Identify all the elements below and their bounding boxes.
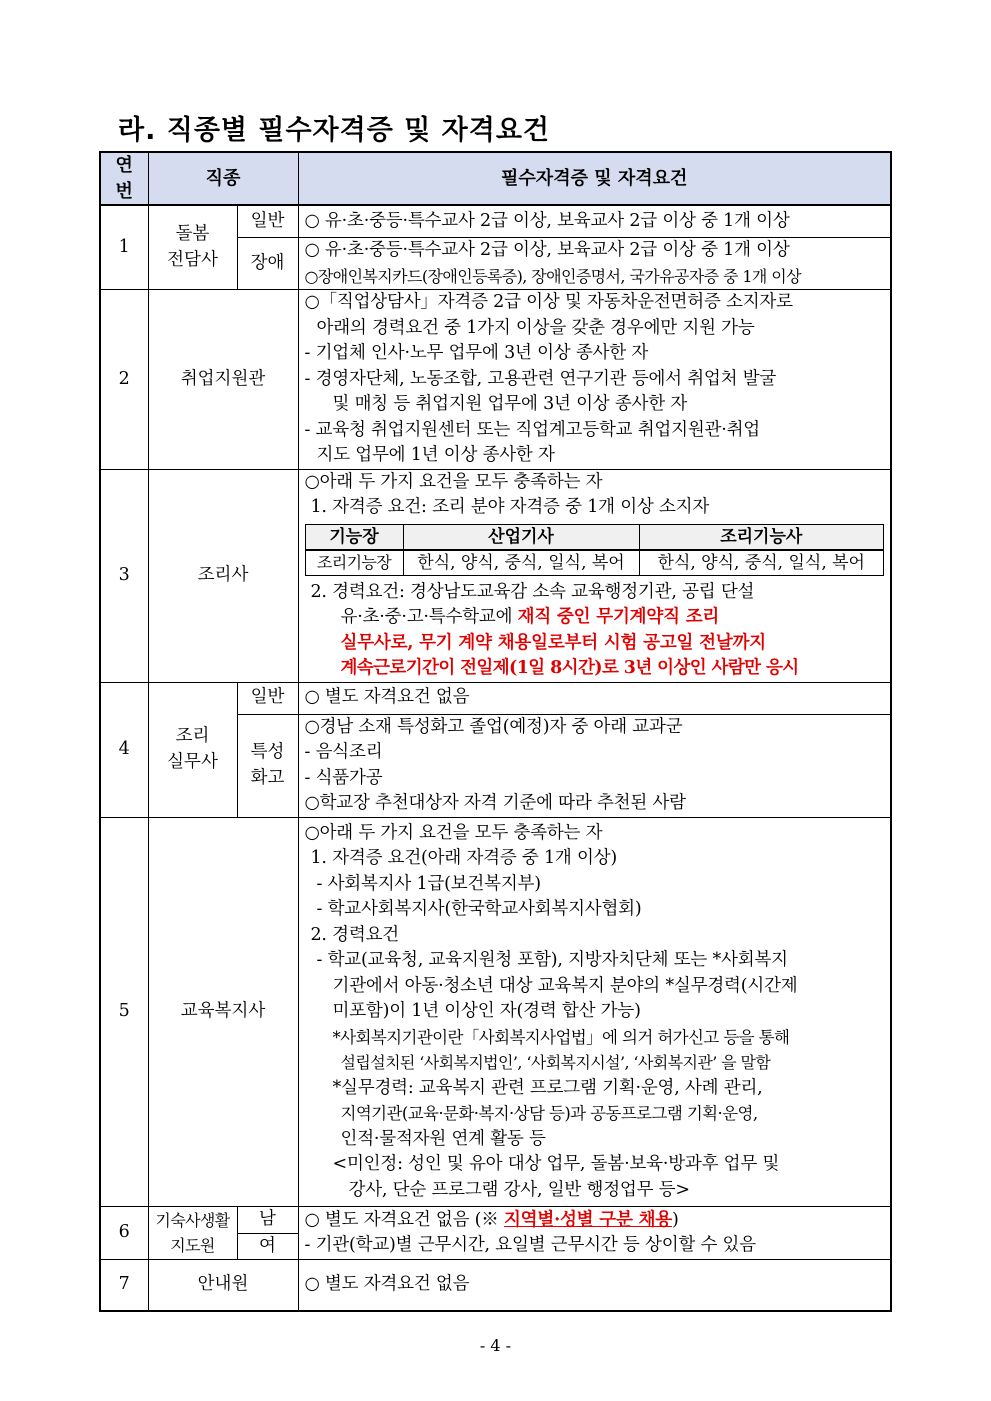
requirement-line: ○「직업상담사」자격증 2급 이상 및 자동차운전면허증 소지자로 — [304, 292, 793, 312]
requirement-line — [305, 1208, 885, 1234]
text-span: 유·초·중·고·특수학교에 — [340, 607, 518, 627]
sub-type: 여 — [237, 1233, 298, 1260]
sub-type: 장애 — [237, 238, 298, 290]
table-row — [100, 205, 891, 238]
requirement-line: 지도 업무에 1년 이상 종사한 자 — [316, 445, 555, 465]
requirement-line: *사회복지기관이란「사회복지사업법」에 의거 허가신고 등을 통해 — [332, 1027, 790, 1047]
sub-type: 일반 — [237, 205, 298, 238]
requirement-line: ○ 별도 자격요건 없음 — [304, 687, 470, 708]
subtable-header: 기능장 — [305, 524, 403, 550]
subtable-header: 산업기사 — [403, 524, 639, 550]
requirement-line: - 식품가공 — [304, 767, 383, 788]
requirement-cell — [298, 817, 891, 1207]
requirement-line: 및 매칭 등 취업지원 업무에 3년 이상 종사한 자 — [332, 394, 688, 414]
header-requirements: 필수자격증 및 자격요건 — [298, 152, 891, 205]
table-header-row — [100, 152, 891, 205]
requirement-cell — [298, 714, 891, 817]
requirement-cell — [298, 1260, 891, 1312]
requirement-line: <미인정: 성인 및 유아 대상 업무, 돌봄·보육·방과후 업무 및 — [332, 1154, 780, 1174]
requirement-line: - 학교사회복지사(한국학교사회복지사협회) — [316, 899, 642, 919]
job-name: 취업지원관 — [148, 290, 298, 470]
requirement-line: 아래의 경력요건 중 1가지 이상을 갖춘 경우에만 지원 가능 — [316, 317, 755, 338]
requirement-line: 인적·물적자원 연계 활동 등 — [340, 1128, 546, 1149]
job-name: 조리사 — [148, 469, 298, 682]
table-row — [100, 1260, 891, 1312]
row-no: 2 — [100, 290, 148, 470]
requirement-line: ○아래 두 가지 요건을 모두 충족하는 자 — [304, 471, 603, 492]
highlight-text: 지역별·성별 구분 채용 — [503, 1209, 672, 1230]
requirement-cell — [298, 205, 891, 238]
job-name-line: 조리 — [175, 726, 210, 746]
requirement-line: ○ 유·초·중등·특수교사 2급 이상, 보육교사 2급 이상 중 1개 이상 — [304, 240, 790, 260]
subtable-cell: 한식, 양식, 중식, 일식, 복어 — [403, 550, 639, 576]
subtable-header: 조리기능사 — [639, 524, 884, 550]
table-row — [100, 682, 891, 714]
requirement-line: - 사회복지사 1급(보건복지부) — [316, 873, 541, 894]
table-row — [100, 469, 891, 682]
requirement-cell — [298, 1207, 891, 1260]
requirement-line: 설립설치된 ‘사회복지법인’, ‘사회복지시설’, ‘사회복지관’ 을 말함 — [340, 1053, 771, 1072]
highlight-text: 실무사로, 무기 계약 채용일로부터 시험 공고일 전날까지 — [340, 632, 766, 653]
requirement-line: ○경남 소재 특성화고 졸업(예정)자 중 아래 교과군 — [304, 716, 683, 737]
job-name: 안내원 — [148, 1260, 298, 1312]
subtable-cell: 한식, 양식, 중식, 일식, 복어 — [639, 550, 884, 576]
requirement-cell — [298, 682, 891, 714]
row-no: 4 — [100, 682, 148, 817]
requirement-line: - 교육청 취업지원센터 또는 직업계고등학교 취업지원관·취업 — [304, 419, 761, 440]
subtable-cell: 조리기능장 — [305, 550, 403, 576]
job-name — [148, 682, 237, 817]
job-name: 교육복지사 — [148, 817, 298, 1207]
requirement-line: ○ 유·초·중등·특수교사 2급 이상, 보육교사 2급 이상 중 1개 이상 — [304, 210, 790, 231]
requirement-cell — [298, 238, 891, 290]
qualification-table — [99, 151, 892, 1312]
row-no: 5 — [100, 817, 148, 1207]
job-name — [148, 1207, 237, 1260]
sub-type: 일반 — [237, 682, 298, 714]
certificate-subtable — [305, 524, 885, 576]
requirement-cell — [298, 469, 891, 682]
requirement-line: ○장애인복지카드(장애인등록증), 장애인증명서, 국가유공자증 중 1개 이상 — [304, 266, 801, 286]
sub-type-line: 특성 — [250, 742, 285, 762]
table-row — [100, 817, 891, 1207]
requirement-line: ○아래 두 가지 요건을 모두 충족하는 자 — [304, 822, 603, 843]
requirement-line: ○ 별도 자격요건 없음 — [304, 1274, 470, 1295]
header-no: 연번 — [100, 152, 148, 205]
job-name-line: 전담사 — [167, 249, 218, 270]
row-no: 1 — [100, 205, 148, 290]
requirement-line: ○학교장 추천대상자 자격 기준에 따라 추천된 사람 — [304, 793, 686, 813]
row-no: 3 — [100, 469, 148, 682]
highlight-text: 재직 중인 무기계약직 조리 — [517, 607, 720, 627]
job-name-line: 돌봄 — [175, 224, 210, 244]
requirement-line: - 기업체 인사·노무 업무에 3년 이상 종사한 자 — [304, 343, 649, 363]
job-name-line: 지도원 — [170, 1236, 215, 1255]
sub-type — [237, 714, 298, 817]
requirement-line: 2. 경력요건 — [310, 924, 399, 945]
sub-type: 남 — [237, 1207, 298, 1234]
job-name — [148, 205, 237, 290]
text-span: ) — [671, 1209, 679, 1230]
job-name-line: 기숙사생활 — [155, 1210, 230, 1230]
requirement-line: 강사, 단순 프로그램 강사, 일반 행정업무 등> — [348, 1179, 690, 1200]
requirement-line: 2. 경력요건: 경상남도교육감 소속 교육행정기관, 공립 단설 — [310, 581, 755, 602]
page-title: 라. 직종별 필수자격증 및 자격요건 — [118, 115, 551, 146]
requirement-line: 기관에서 아동·청소년 대상 교육복지 분야의 *실무경력(시간제 — [332, 975, 798, 996]
row-no: 6 — [100, 1207, 148, 1260]
text-span: ○ 별도 자격요건 없음 (※ — [304, 1209, 504, 1230]
header-job: 직종 — [148, 152, 298, 205]
requirement-line: - 경영자단체, 노동조합, 고용관련 연구기관 등에서 취업처 발굴 — [304, 368, 777, 389]
requirement-line — [305, 605, 885, 631]
requirement-line: - 학교(교육청, 교육지원청 포함), 지방자치단체 또는 *사회복지 — [316, 950, 788, 970]
requirement-line: - 기관(학교)별 근무시간, 요일별 근무시간 등 상이할 수 있음 — [304, 1235, 756, 1255]
requirement-cell — [298, 290, 891, 470]
row-no: 7 — [100, 1260, 148, 1312]
sub-type-line: 화고 — [250, 767, 285, 788]
requirement-line: 1. 자격증 요건(아래 자격증 중 1개 이상) — [310, 848, 618, 868]
requirement-line: 1. 자격증 요건: 조리 분야 자격증 중 1개 이상 소지자 — [310, 497, 710, 517]
requirement-line: 지역기관(교육·문화·복지·상담 등)과 공동프로그램 기획·운영, — [340, 1104, 758, 1123]
requirement-line: 미포함)이 1년 이상인 자(경력 합산 가능) — [332, 1001, 641, 1021]
page-number: - 4 - — [479, 1336, 512, 1355]
requirement-line: - 음식조리 — [304, 742, 383, 762]
table-row — [100, 1207, 891, 1234]
highlight-text: 계속근로기간이 전일제(1일 8시간)로 3년 이상인 사람만 응시 — [340, 658, 799, 678]
requirement-line: *실무경력: 교육복지 관련 프로그램 기획·운영, 사례 관리, — [332, 1077, 763, 1098]
job-name-line: 실무사 — [167, 751, 218, 772]
table-row — [100, 290, 891, 470]
